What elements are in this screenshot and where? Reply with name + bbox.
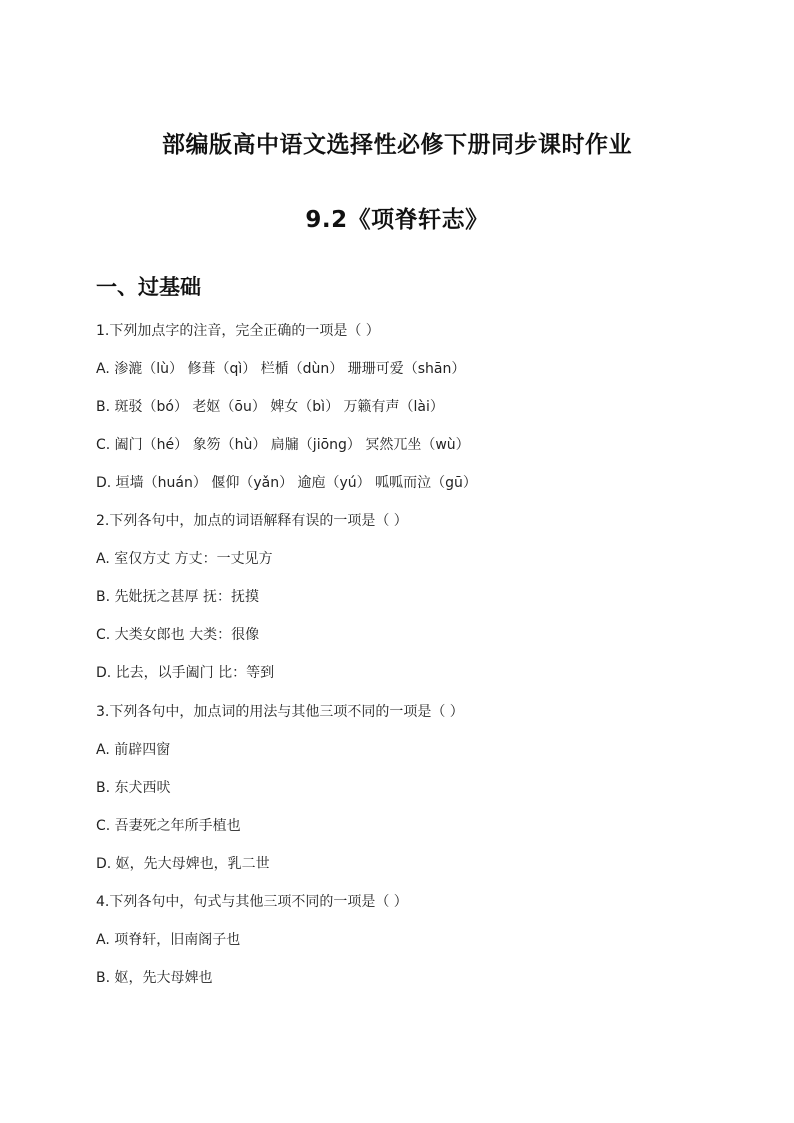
question-4-option-b: B. 妪，先大母婢也 xyxy=(96,970,213,986)
question-3-option-d: D. 妪，先大母婢也，乳二世 xyxy=(96,856,270,872)
question-1-stem: 1.下列加点字的注音，完全正确的一项是（ ） xyxy=(96,323,380,339)
question-1-option-c: C. 阖门（hé） 象笏（hù） 扃牖（jiōng） 冥然兀坐（wù） xyxy=(96,437,470,453)
question-3-stem: 3.下列各句中，加点词的用法与其他三项不同的一项是（ ） xyxy=(96,704,464,720)
question-1-option-b: B. 斑驳（bó） 老妪（ōu） 婢女（bì） 万籁有声（lài） xyxy=(96,399,444,415)
question-3-option-c: C. 吾妻死之年所手植也 xyxy=(96,818,241,834)
question-1-option-a: A. 渗漉（lù） 修葺（qì） 栏楯（dùn） 珊珊可爱（shān） xyxy=(96,361,466,377)
question-2-option-c: C. 大类女郎也 大类：很像 xyxy=(96,627,260,643)
question-4-option-a: A. 项脊轩，旧南阁子也 xyxy=(96,932,241,948)
question-2-stem: 2.下列各句中，加点的词语解释有误的一项是（ ） xyxy=(96,513,408,529)
question-2-option-b: B. 先妣抚之甚厚 抚：抚摸 xyxy=(96,589,259,605)
question-2-option-d: D. 比去，以手阖门 比：等到 xyxy=(96,665,275,681)
question-2-option-a: A. 室仅方丈 方丈：一丈见方 xyxy=(96,551,273,567)
question-1-option-d: D. 垣墙（huán） 偃仰（yǎn） 逾庖（yú） 呱呱而泣（gū） xyxy=(96,475,477,491)
question-4-stem: 4.下列各句中，句式与其他三项不同的一项是（ ） xyxy=(96,894,408,910)
document-title: 部编版高中语文选择性必修下册同步课时作业 xyxy=(162,132,632,158)
section-heading: 一、过基础 xyxy=(96,275,201,299)
question-3-option-a: A. 前辟四窗 xyxy=(96,742,171,758)
document-subtitle: 9.2《项脊轩志》 xyxy=(305,207,489,233)
question-3-option-b: B. 东犬西吠 xyxy=(96,780,171,796)
